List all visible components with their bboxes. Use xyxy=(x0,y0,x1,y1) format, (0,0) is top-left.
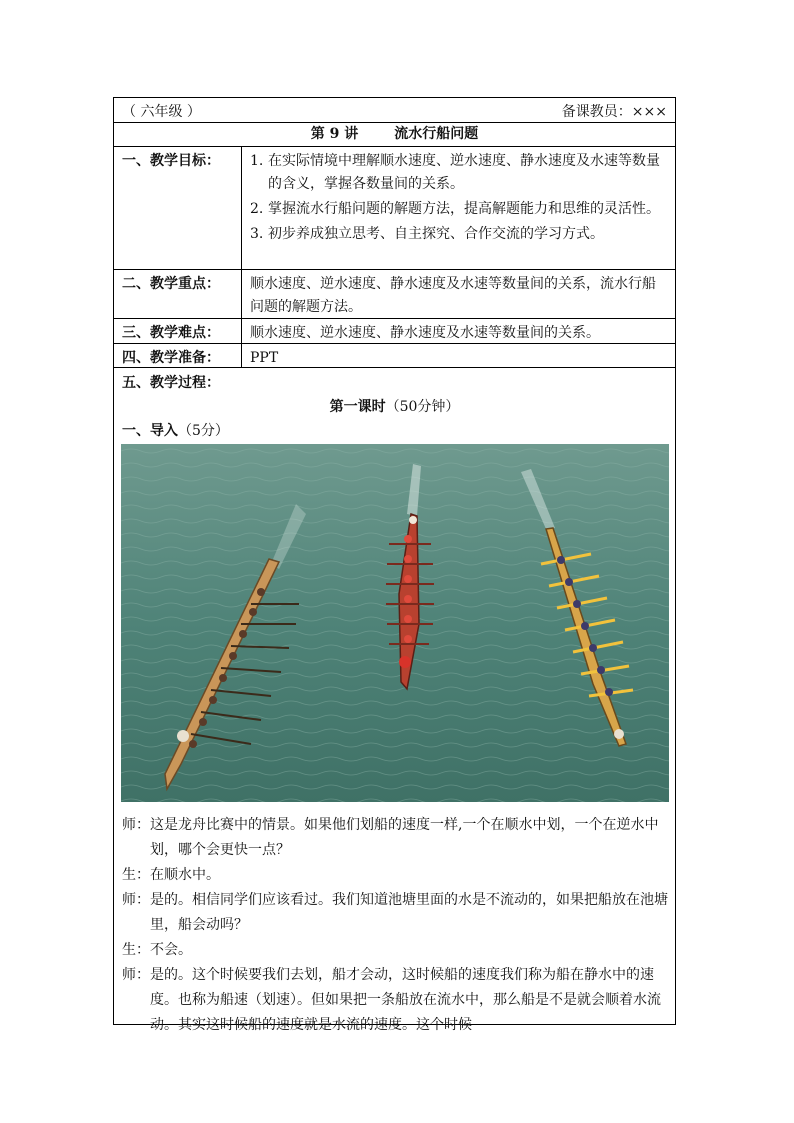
difficulties-row xyxy=(114,319,675,344)
dialogue-turn xyxy=(122,888,670,938)
intro-heading xyxy=(122,420,229,440)
teacher-label: 备课教员：××× xyxy=(561,104,667,120)
objectives-label: 一、教学目标： xyxy=(114,147,242,269)
dragon-boat-photo xyxy=(121,444,669,802)
objective-item xyxy=(250,150,669,196)
utterance: 是的。这个时候要我们去划，船才会动，这时候船的速度我们称为船在静水中的速度。也称为船速（划速）。但如果把一条船放在流水中，那么船是不是就会顺着水流动。其实这时候船的速度就是水流的速度。这个时候 xyxy=(150,967,661,1033)
objective-item xyxy=(250,198,669,221)
title-row xyxy=(114,123,675,147)
preparation-label: 四、教学准备： xyxy=(114,344,242,367)
dialogue-turn xyxy=(122,963,670,1038)
speaker: 生： xyxy=(122,867,150,883)
dialogue-turn xyxy=(122,813,670,863)
lesson-heading xyxy=(114,396,675,416)
intro-duration: （5分） xyxy=(178,423,229,439)
key-points-text: 顺水速度、逆水速度、静水速度及水速等数量间的关系，流水行船问题的解题方法。 xyxy=(250,276,656,315)
objectives-row xyxy=(114,147,675,270)
objective-number: 2. xyxy=(250,201,264,217)
utterance: 在顺水中。 xyxy=(150,867,220,883)
speaker: 师： xyxy=(122,892,150,908)
objectives-list xyxy=(242,147,675,269)
utterance: 是的。相信同学们应该看过。我们知道池塘里面的水是不流动的，如果把船放在池塘里，船会动吗？ xyxy=(150,892,668,933)
objective-text: 初步养成独立思考、自主探究、合作交流的学习方式。 xyxy=(268,226,604,242)
preparation-row xyxy=(114,344,675,368)
grade-label: （ 六年级 ） xyxy=(122,104,201,120)
objective-text: 掌握流水行船问题的解题方法，提高解题能力和思维的灵活性。 xyxy=(268,201,660,217)
speaker: 生： xyxy=(122,942,150,958)
lecture-number: 第 9 讲 xyxy=(310,126,359,142)
objective-text: 在实际情境中理解顺水速度、逆水速度、静水速度及水速等数量的含义，掌握各数量间的关系。 xyxy=(268,153,660,192)
dialogue-turn xyxy=(122,863,670,888)
dialogue-turn xyxy=(122,938,670,963)
objective-item xyxy=(250,223,669,246)
lesson-plan-table xyxy=(113,97,676,1033)
lesson-duration: （50分钟） xyxy=(385,399,460,415)
intro-label: 一、导入 xyxy=(122,423,178,439)
dragon-boat-illustration xyxy=(121,444,669,802)
lesson-title: 第一课时 xyxy=(329,399,386,415)
speaker: 师： xyxy=(122,817,150,833)
objective-number: 3. xyxy=(250,226,264,242)
process-label: 五、教学过程： xyxy=(122,375,220,391)
header-row xyxy=(114,98,675,123)
dialogue xyxy=(122,813,670,1038)
objective-number: 1. xyxy=(250,153,264,169)
key-points-label: 二、教学重点： xyxy=(114,270,242,318)
utterance: 不会。 xyxy=(150,942,192,958)
difficulties-label: 三、教学难点： xyxy=(114,319,242,343)
utterance: 这是龙舟比赛中的情景。如果他们划船的速度一样,一个在顺水中划，一个在逆水中划，哪个会更快一点？ xyxy=(150,817,659,858)
key-points-row xyxy=(114,270,675,319)
speaker: 师： xyxy=(122,967,150,983)
preparation-text: PPT xyxy=(250,350,279,366)
difficulties-text: 顺水速度、逆水速度、静水速度及水速等数量间的关系。 xyxy=(250,325,600,341)
lecture-topic: 流水行船问题 xyxy=(394,126,479,142)
